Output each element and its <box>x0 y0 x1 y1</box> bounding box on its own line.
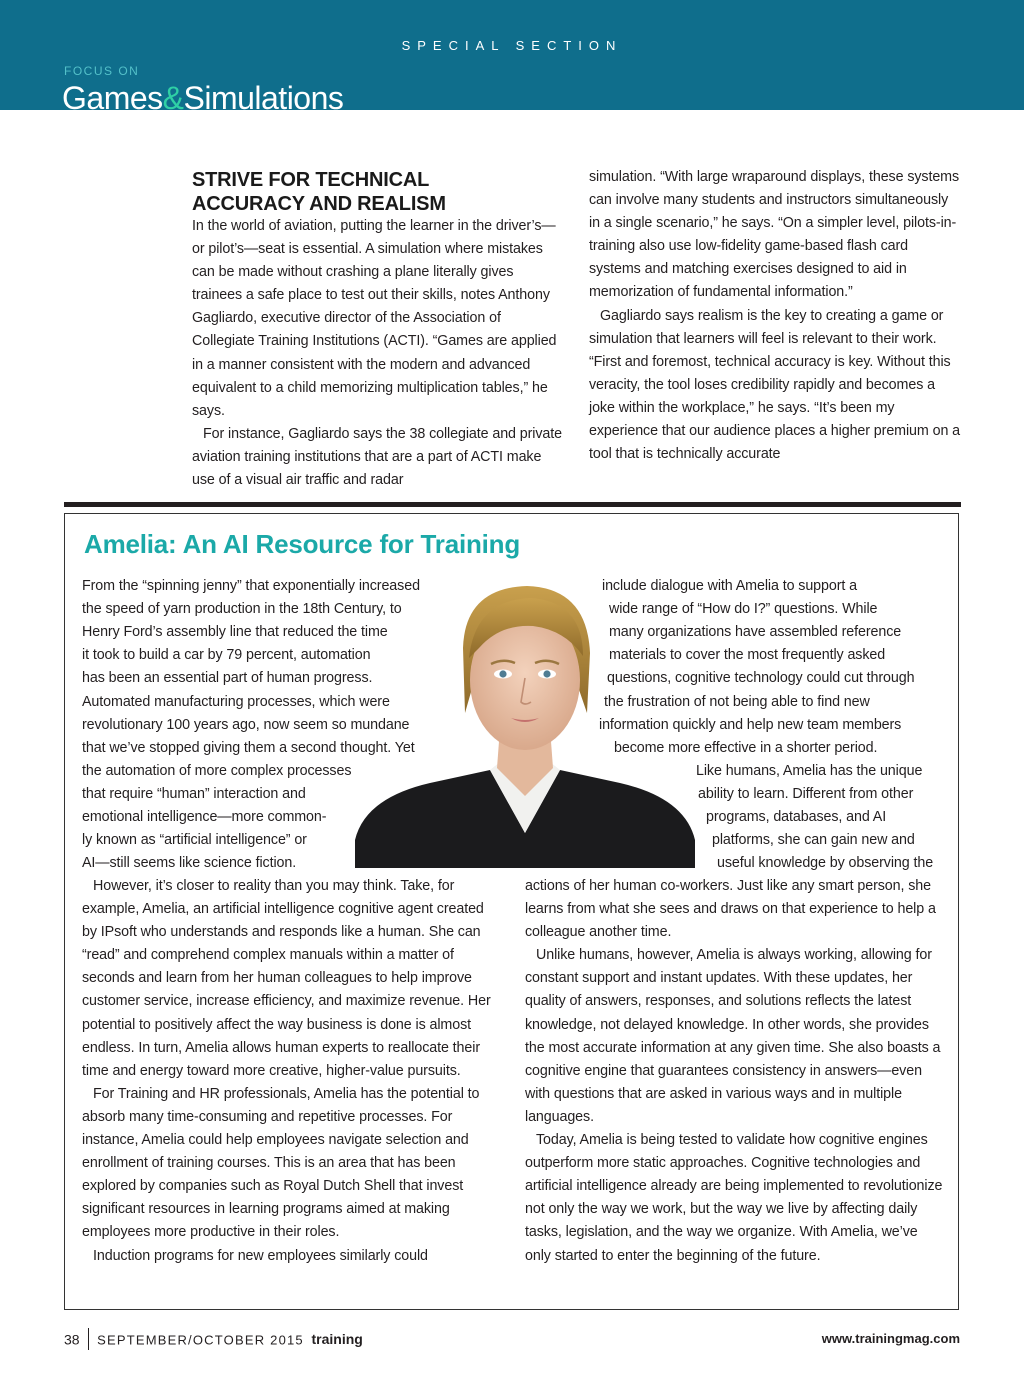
sidebar-wrap-line: many organizations have assembled reference <box>609 624 902 641</box>
sidebar-wrap-line: information quickly and help new team members <box>599 716 902 733</box>
sidebar-paragraph: Unlike humans, however, Amelia is always working, allowing for constant support and instant updates. With these updates, her quality of answers, responses, and solutions reflects the latest knowledge, not delayed knowledge. In other words, she provides the most accurate information at any given time. She also boasts a cognitive engine that guarantees consistency in answers—even with questions that are asked in various ways and in multiple languages. <box>525 947 941 1125</box>
article-heading-line-1: STRIVE FOR TECHNICAL <box>192 169 430 191</box>
sidebar-wrap-line: the frustration of not being able to find new <box>604 693 870 710</box>
article-paragraph: In the world of aviation, putting the learner in the driver’s—or pilot’s—seat is essential. A simulation where mistakes can be made without crashing a plane literally gives trainees a safe place to test out their skills, notes Anthony Gagliardo, executive director of the Association of Collegiate Training Institutions (ACTI). “Games are applied in a manner consistent with the modern and advanced equivalent to a child memorizing multiplication tables,” he says. <box>192 218 557 419</box>
sidebar-wrap-line: materials to cover the most frequently asked <box>609 647 886 664</box>
sidebar-wrap-line: include dialogue with Amelia to support a <box>602 578 857 594</box>
article-heading <box>192 168 446 216</box>
sidebar-wrap-line: Automated manufacturing processes, which were <box>82 693 390 710</box>
section-title-simulations: Simulations <box>183 80 344 116</box>
sidebar-left-column <box>82 875 502 1268</box>
sidebar-wrap-line: From the “spinning jenny” that exponentially increased <box>82 578 420 594</box>
sidebar-wrap-line: the speed of yarn production in the 18th Century, to <box>82 601 402 618</box>
sidebar-wrap-line: that we’ve stopped giving them a second thought. Yet <box>82 739 415 756</box>
page-number: 38 <box>64 1331 80 1348</box>
sidebar-wrap-line: that require “human” interaction and <box>82 785 306 802</box>
portrait-iris-right <box>543 670 550 677</box>
sidebar-paragraph: actions of her human co-workers. Just like any smart person, she learns from what she sees and draws on that experience to help a colleague another time. <box>525 878 936 941</box>
section-title-games: Games <box>62 80 163 116</box>
magazine-url: www.trainingmag.com <box>821 1331 960 1346</box>
sidebar-wrap-line: has been an essential part of human progress. <box>82 670 373 687</box>
article-left-column <box>192 215 564 492</box>
sidebar-wrap-line: it took to build a car by 79 percent, automation <box>82 647 371 664</box>
sidebar-wrap-line: questions, cognitive technology could cut through <box>607 670 915 687</box>
sidebar-paragraph: For Training and HR professionals, Amelia has the potential to absorb many time-consuming and repetitive processes. For instance, Amelia could help employees navigate selection and enrollment of training courses. This is an area that has been explored by companies such as Royal Dutch Shell that invest significant resources in learning programs aimed at making employees more productive in their roles. <box>82 1085 480 1241</box>
article-paragraph: simulation. “With large wraparound displays, these systems can involve many students and instructors simultaneously in a single scenario,” he says. “On a simpler level, pilots-in-training also use low-fidelity game-based flash card systems and matching exercises designed to aid in memorization of fundamental information.” <box>589 169 960 301</box>
sidebar-right-column <box>525 875 945 1268</box>
sidebar-wrap-line: ly known as “artificial intelligence” or <box>82 832 307 849</box>
sidebar-title: Amelia: An AI Resource for Training <box>84 529 521 559</box>
sidebar-wrap-line: programs, databases, and AI <box>706 809 887 825</box>
section-title-ampersand: & <box>162 80 184 116</box>
amelia-portrait-illustration <box>355 578 695 868</box>
magazine-brand: training <box>311 1331 363 1348</box>
sidebar-paragraph: Induction programs for new employees similarly could <box>93 1247 428 1264</box>
sidebar-wrap-line: Like humans, Amelia has the unique <box>696 762 923 779</box>
sidebar-wrap-line: AI—still seems like science fiction. <box>82 855 297 872</box>
issue-date: SEPTEMBER/OCTOBER 2015 <box>97 1332 304 1348</box>
special-section-label: SPECIAL SECTION <box>401 38 623 53</box>
sidebar-wrap-line: Henry Ford’s assembly line that reduced the time <box>82 624 388 641</box>
article-right-column <box>589 166 961 466</box>
sidebar-paragraph: However, it’s closer to reality than you may think. Take, for example, Amelia, an artificial intelligence cognitive agent created by IPsoft who understands and responds like a human. She can “read” and comprehend complex manuals within a matter of seconds and learn from her human colleagues to help improve customer service, increase efficiency, and maximize revenue. Her potential to positively affect the way business is done is almost endless. In turn, Amelia allows human experts to reallocate their time and energy toward more creative, higher-value pursuits. <box>82 878 491 1079</box>
footer-divider <box>88 1328 90 1350</box>
section-header-band <box>0 0 1024 116</box>
sidebar-wrap-line: platforms, she can gain new and <box>712 832 915 849</box>
focus-on-kicker: FOCUS ON <box>64 64 140 78</box>
article-paragraph: Gagliardo says realism is the key to creating a game or simulation that learners will feel is relevant to their work. “First and foremost, technical accuracy is key. Without this veracity, the tool loses credibility rapidly and becomes a joke within the workplace,” he says. “It’s been my experience that our audience places a higher premium on a tool that is technically accurate <box>589 307 961 463</box>
sidebar-wrap-line: the automation of more complex processes <box>82 762 352 779</box>
sidebar-wrap-line: useful knowledge by observing the <box>717 855 934 872</box>
sidebar-wrap-line: emotional intelligence—more common- <box>82 809 327 825</box>
sidebar-paragraph: Today, Amelia is being tested to validate how cognitive engines outperform more static approaches. Cognitive technologies and artificial intelligence already are being implemented to revolutionize not only the way we work, but the way we live by affecting daily tasks, legislation, and the way we organize. With Amelia, we’ve only started to enter the beginning of the future. <box>525 1132 943 1264</box>
sidebar-wrap-line: ability to learn. Different from other <box>698 785 914 802</box>
portrait-iris-left <box>499 670 506 677</box>
sidebar-top-rule <box>64 502 961 507</box>
page-footer-left <box>64 1330 363 1352</box>
sidebar-wrap-line: wide range of “How do I?” questions. While <box>609 601 878 618</box>
section-title <box>62 78 343 118</box>
article-paragraph: For instance, Gagliardo says the 38 collegiate and private aviation training institutions that are a part of ACTI make use of a visual air traffic and radar <box>192 425 562 489</box>
sidebar-wrap-line: become more effective in a shorter period. <box>614 739 878 756</box>
sidebar-wrap-line: revolutionary 100 years ago, now seem so mundane <box>82 716 410 733</box>
article-heading-line-2: ACCURACY AND REALISM <box>192 193 446 215</box>
